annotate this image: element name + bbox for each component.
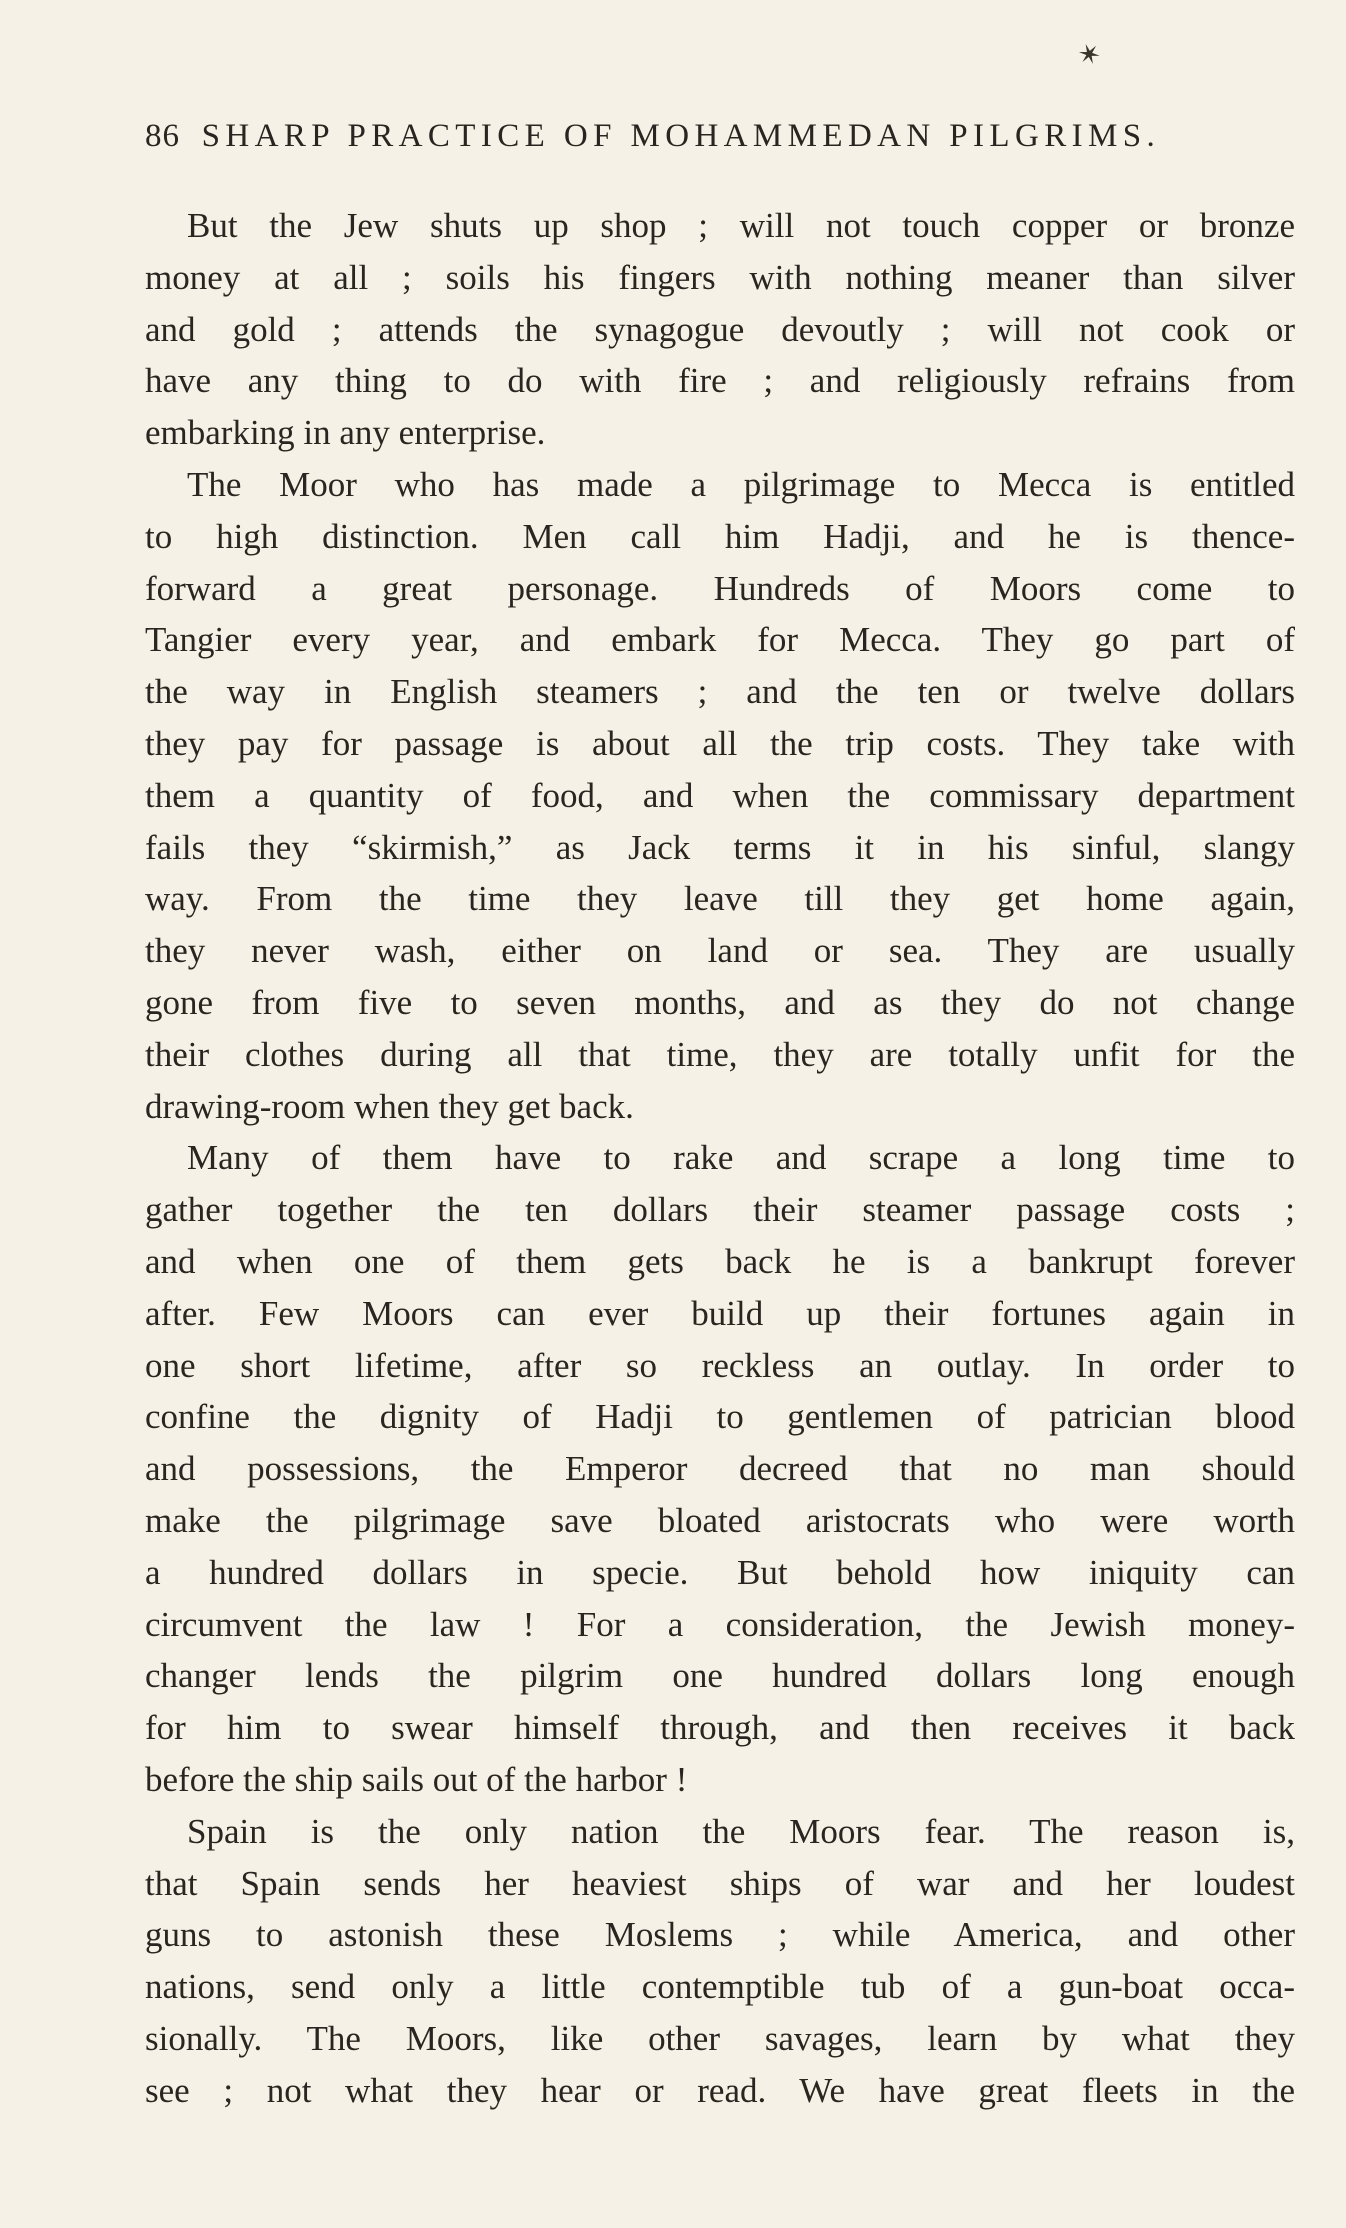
text-line: a hundred dollars in specie. But behold how iniquity can [145,1552,1295,1592]
running-title: SHARP PRACTICE OF MOHAMMEDAN PILGRIMS. [201,118,1161,154]
text-line: embarking in any enterprise. [145,413,546,453]
text-line: Many of them have to rake and scrape a long time to [187,1138,1295,1178]
text-line: The Moor who has made a pilgrimage to Mecca is entitled [187,464,1295,504]
text-line: before the ship sails out of the harbor ! [145,1759,688,1799]
text-line: forward a great personage. Hundreds of Moors come to [145,568,1295,608]
text-line: circumvent the law ! For a consideration, the Jewish money- [145,1604,1295,1644]
text-line: sionally. The Moors, like other savages, learn by what they [145,2018,1295,2058]
text-line: fails they “skirmish,” as Jack terms it in his sinful, slangy [145,827,1295,867]
text-line: they pay for passage is about all the trip costs. They take with [145,723,1295,763]
text-line: and when one of them gets back he is a bankrupt forever [145,1241,1295,1281]
text-line: one short lifetime, after so reckless an outlay. In order to [145,1345,1295,1385]
text-line: for him to swear himself through, and then receives it back [145,1708,1295,1748]
text-line: guns to astonish these Moslems ; while America, and other [145,1915,1295,1955]
ink-mark: ✶ [1073,36,1107,75]
text-line: Tangier every year, and embark for Mecca. They go part of [145,620,1295,660]
text-line: to high distinction. Men call him Hadji, and he is thence- [145,516,1295,556]
text-line: gather together the ten dollars their steamer passage costs ; [145,1190,1295,1230]
text-line: gone from five to seven months, and as they do not change [145,982,1295,1022]
text-line: after. Few Moors can ever build up their fortunes again in [145,1293,1295,1333]
text-line: nations, send only a little contemptible tub of a gun-boat occa- [145,1967,1295,2007]
text-line: have any thing to do with fire ; and religiously refrains from [145,361,1295,401]
text-line: changer lends the pilgrim one hundred dollars long enough [145,1656,1295,1696]
text-line: drawing-room when they get back. [145,1086,634,1126]
text-line: and gold ; attends the synagogue devoutly ; will not cook or [145,309,1295,349]
running-header [145,118,1305,170]
text-line: and possessions, the Emperor decreed that no man should [145,1449,1295,1489]
text-line: way. From the time they leave till they get home again, [145,879,1295,919]
text-line: Spain is the only nation the Moors fear. The reason is, [187,1811,1295,1851]
page-body [145,200,1295,2116]
text-line: their clothes during all that time, they are totally unfit for the [145,1034,1295,1074]
text-line: see ; not what they hear or read. We have great fleets in the [145,2070,1295,2110]
page-number: 86 [145,118,180,154]
text-line: money at all ; soils his fingers with nothing meaner than silver [145,257,1295,297]
text-line: make the pilgrimage save bloated aristocrats who were worth [145,1500,1295,1540]
text-line: they never wash, either on land or sea. They are usually [145,931,1295,971]
text-line: But the Jew shuts up shop ; will not touch copper or bronze [187,206,1295,245]
text-line: confine the dignity of Hadji to gentlemen of patrician blood [145,1397,1295,1437]
text-line: the way in English steamers ; and the ten or twelve dollars [145,672,1295,712]
text-line: that Spain sends her heaviest ships of war and her loudest [145,1863,1295,1903]
text-line: them a quantity of food, and when the commissary department [145,775,1295,815]
